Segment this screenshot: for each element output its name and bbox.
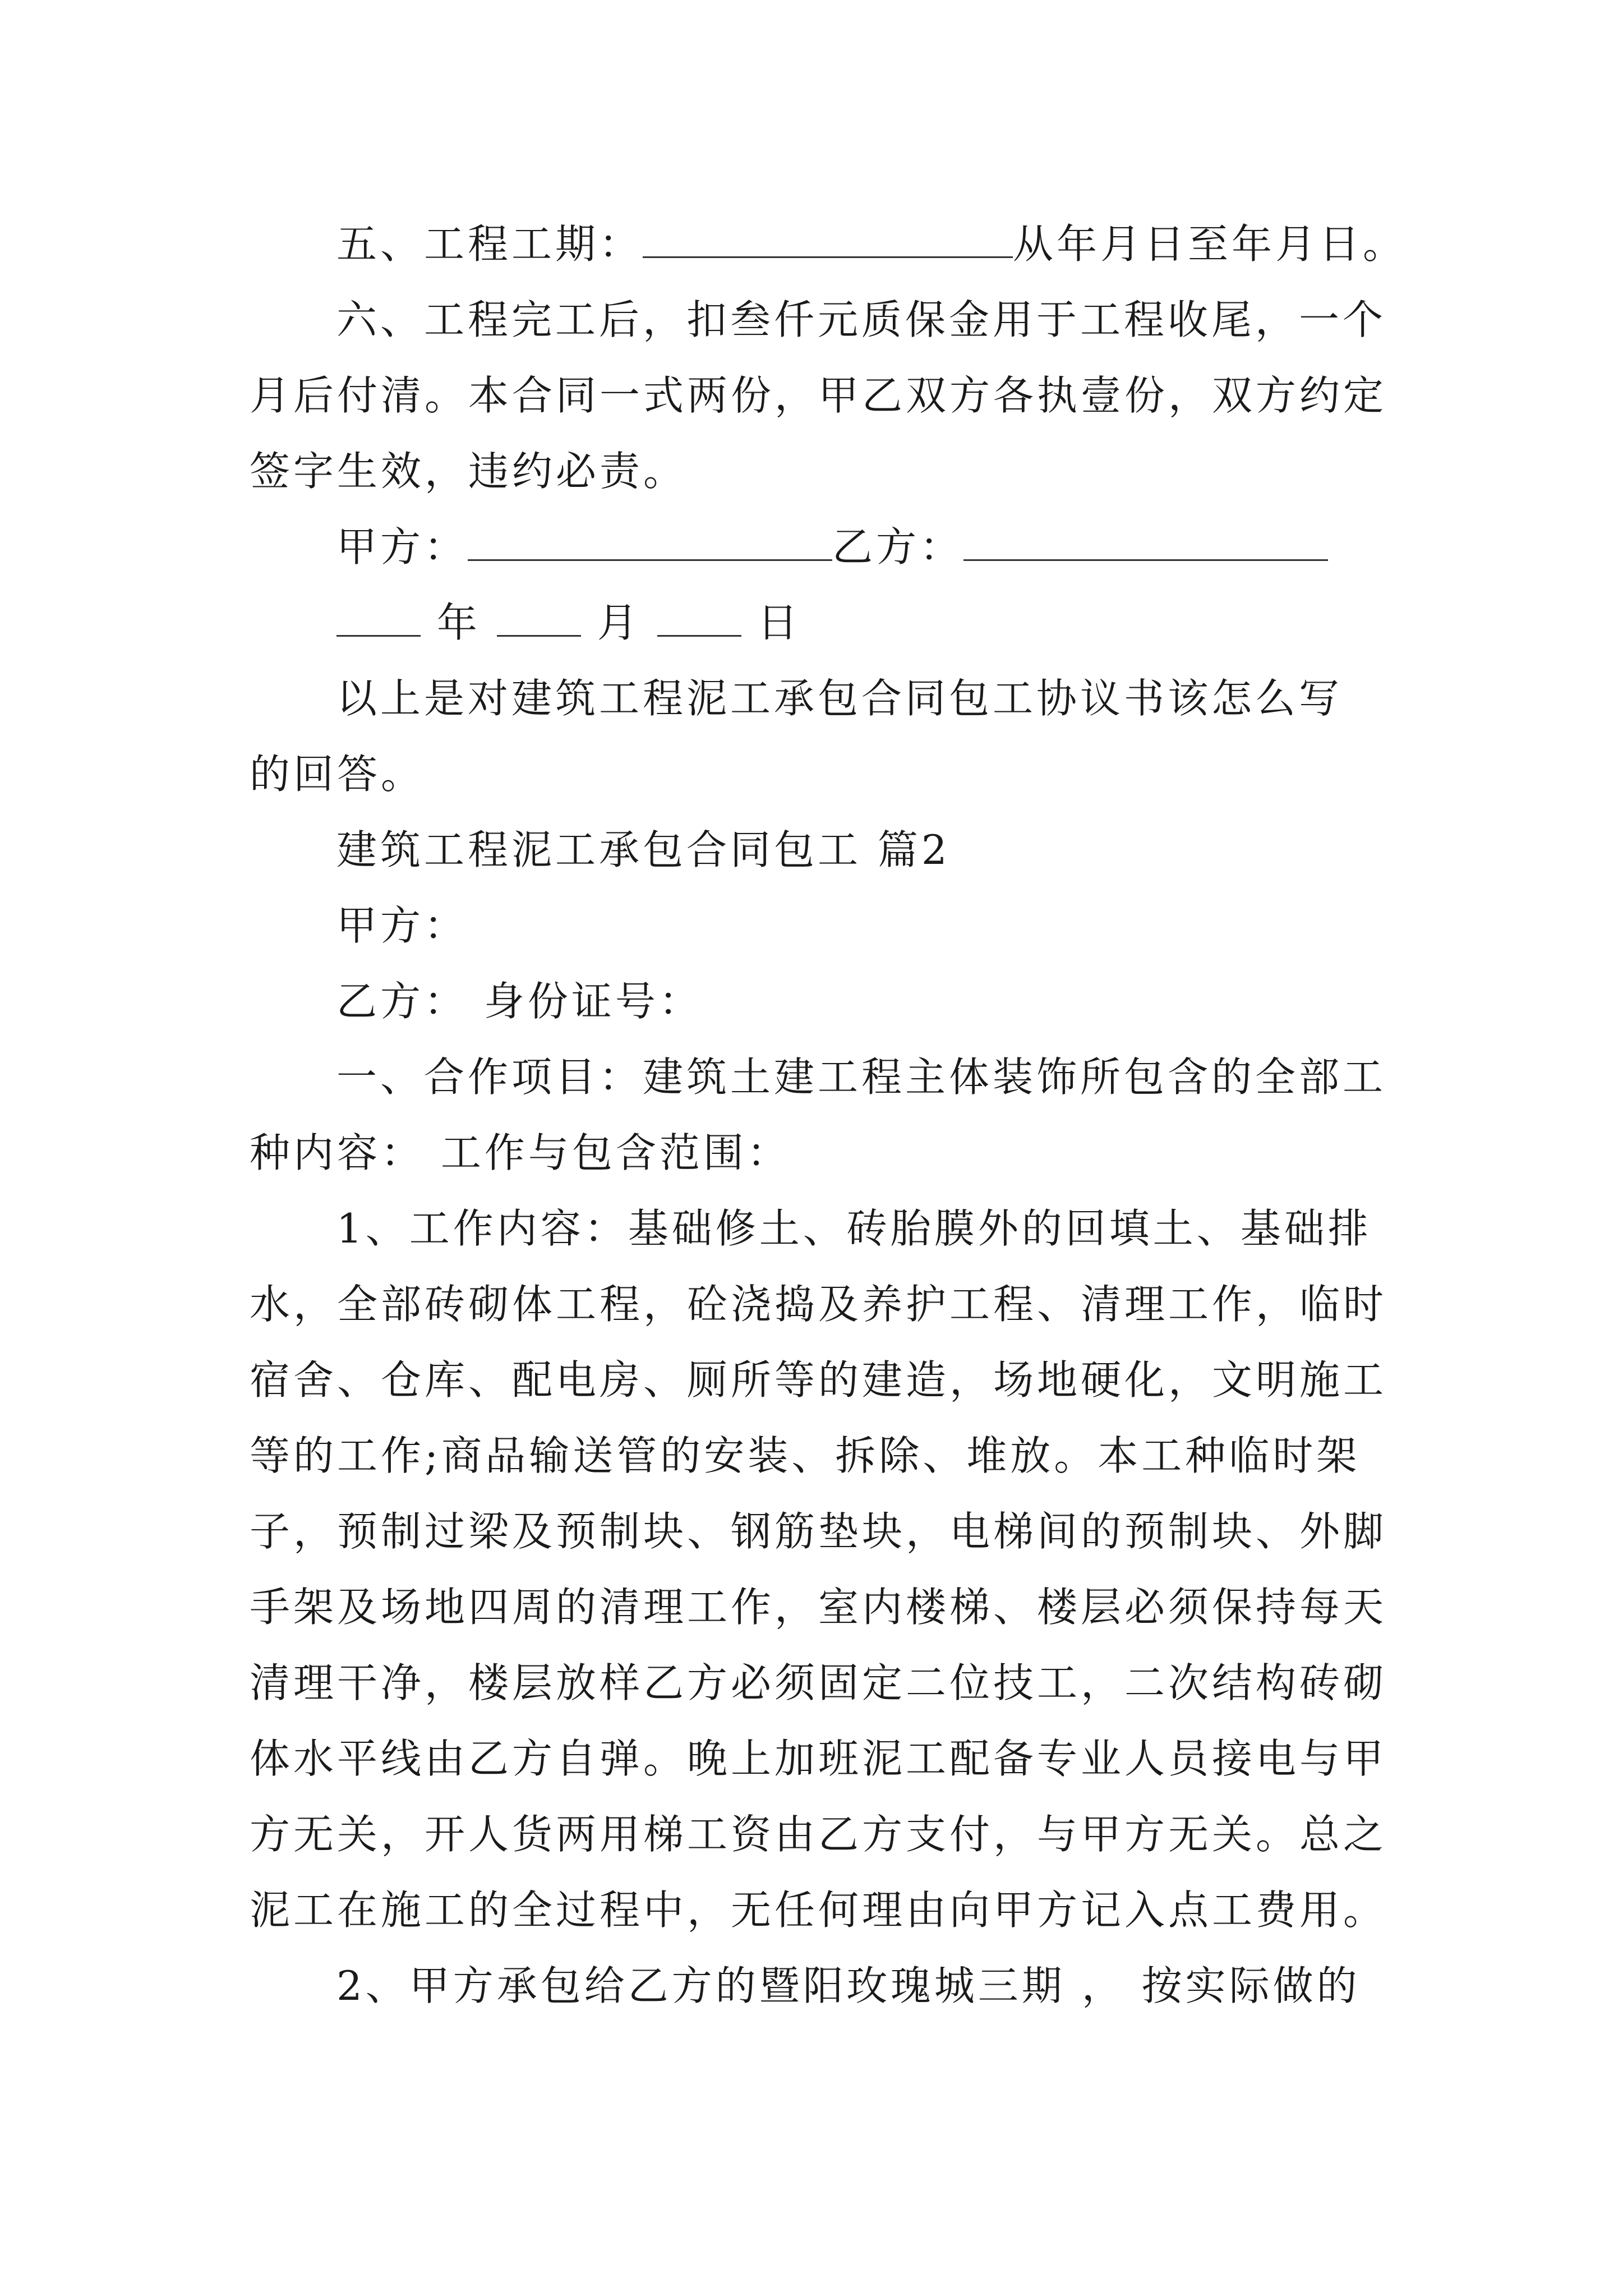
construction-period-line bbox=[336, 216, 1407, 272]
paragraph-line: 一、合作项目：建筑土建工程主体装饰所包含的全部工 bbox=[336, 1053, 1387, 1101]
paragraph-line: 月后付清。本合同一式两份，甲乙双方各执壹份，双方约定 bbox=[250, 372, 1387, 419]
paragraph-line: 手架及场地四周的清理工作，室内楼梯、楼层必须保持每天 bbox=[250, 1584, 1387, 1631]
party-a-blank bbox=[468, 519, 832, 561]
party-b-blank bbox=[963, 519, 1328, 561]
year-label: 年 bbox=[436, 599, 481, 646]
paragraph-line: 水，全部砖砌体工程，砼浇捣及养护工程、清理工作，临时 bbox=[250, 1281, 1387, 1328]
party-a-line: 甲方： bbox=[336, 902, 468, 949]
paragraph-line: 的回答。 bbox=[250, 751, 425, 798]
party-a-label: 甲方： bbox=[336, 523, 468, 570]
month-blank bbox=[497, 595, 581, 637]
paragraph-line: 签字生效，违约必责。 bbox=[250, 448, 688, 495]
party-b-line: 乙方： 身份证号： bbox=[336, 978, 703, 1025]
day-label: 日 bbox=[757, 599, 801, 646]
construction-period-label: 五、工程工期： bbox=[336, 220, 643, 268]
paragraph-line: 六、工程完工后，扣叁仟元质保金用于工程收尾，一个 bbox=[336, 296, 1387, 343]
paragraph-line: 泥工在施工的全过程中，无任何理由向甲方记入点工费用。 bbox=[250, 1887, 1387, 1934]
month-label: 月 bbox=[597, 599, 641, 646]
day-blank bbox=[657, 595, 741, 637]
paragraph-line: 子，预制过梁及预制块、钢筋垫块，电梯间的预制块、外脚 bbox=[250, 1508, 1387, 1555]
construction-period-range: 从年月日至年月日。 bbox=[1013, 220, 1407, 268]
party-b-label: 乙方： bbox=[832, 523, 964, 570]
paragraph-line: 以上是对建筑工程泥工承包合同包工协议书该怎么写 bbox=[336, 675, 1343, 722]
year-blank bbox=[336, 595, 421, 637]
section-heading: 建筑工程泥工承包合同包工 篇2 bbox=[336, 826, 951, 873]
construction-period-blank bbox=[643, 216, 1013, 258]
signature-line bbox=[336, 519, 1328, 575]
date-line bbox=[336, 595, 801, 651]
paragraph-line: 2、甲方承包给乙方的暨阳玫瑰城三期 ， 按实际做的 bbox=[336, 1962, 1361, 2009]
paragraph-line: 清理干净，楼层放样乙方必须固定二位技工，二次结构砖砌 bbox=[250, 1659, 1387, 1706]
paragraph-line: 方无关，开人货两用梯工资由乙方支付，与甲方无关。总之 bbox=[250, 1811, 1387, 1858]
paragraph-line: 宿舍、仓库、配电房、厕所等的建造，场地硬化，文明施工 bbox=[250, 1356, 1387, 1404]
paragraph-line: 种内容： 工作与包含范围： bbox=[250, 1129, 791, 1176]
paragraph-line: 1、工作内容：基础修土、砖胎膜外的回填土、基础排 bbox=[336, 1205, 1372, 1252]
paragraph-line: 等的工作;商品输送管的安装、拆除、堆放。本工种临时架 bbox=[250, 1432, 1361, 1479]
paragraph-line: 体水平线由乙方自弹。晚上加班泥工配备专业人员接电与甲 bbox=[250, 1735, 1387, 1782]
